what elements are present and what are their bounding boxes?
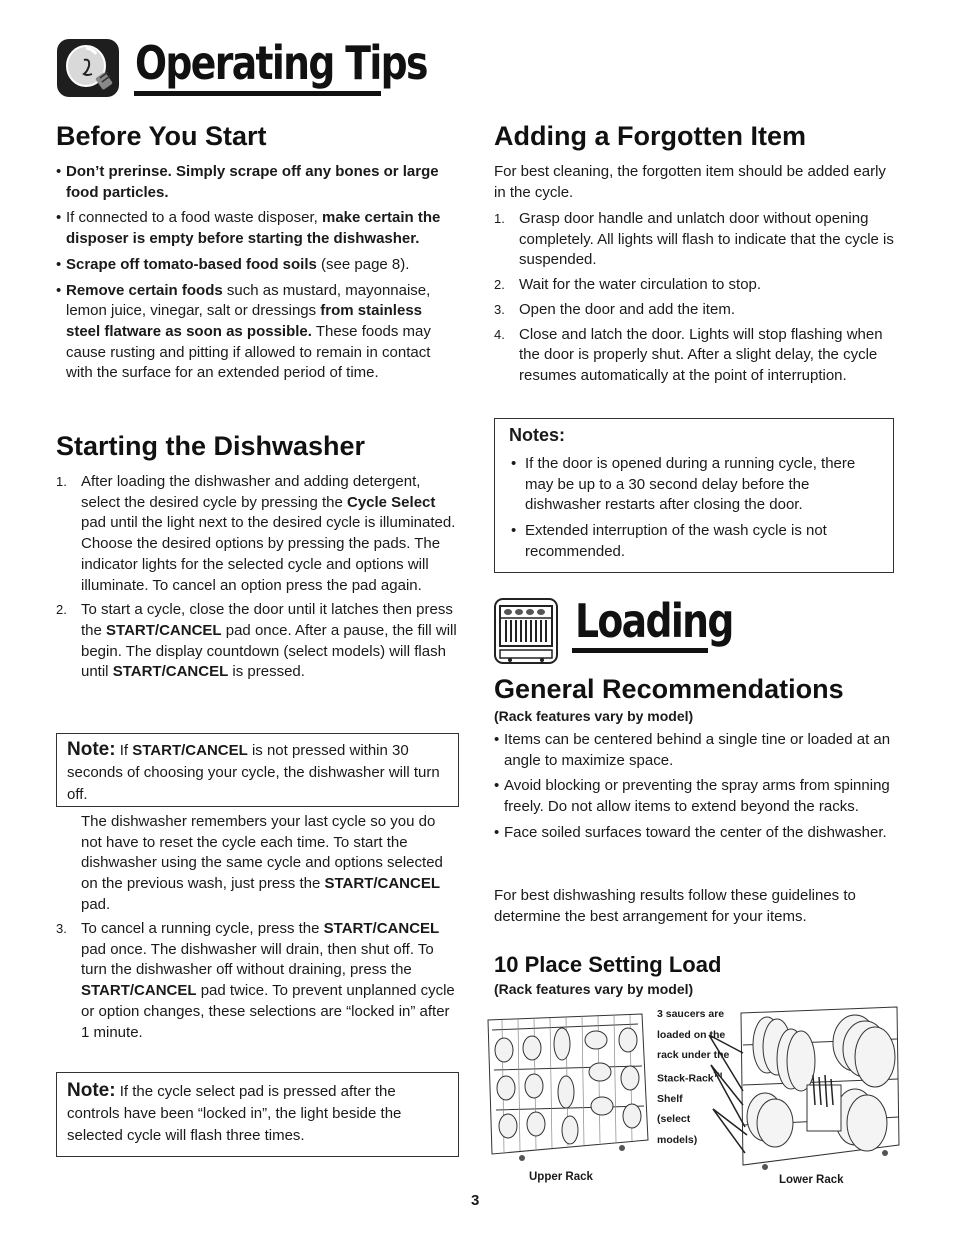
forgotten-steps (494, 209, 894, 391)
lower-rack-caption: Lower Rack (779, 1174, 844, 1186)
before-you-start-list (56, 162, 460, 389)
list-item: • Items can be centered behind a single tine or loaded at an angle to maximize space. (494, 730, 894, 771)
upper-rack-illustration (482, 1010, 654, 1162)
page-title: Operating Tips (135, 36, 427, 90)
note-box-start: Note: If START/CANCEL is not pressed within 30 seconds of choosing your cycle, the dishwasher will turn off. (56, 733, 459, 807)
list-item: • Remove certain foods such as mustard, mayonnaise, lemon juice, vinegar, salt or dressings from stainless steel flatware as soon as possible. These foods may cause rusting and pitting if allowed to remain in contact with the surface for an extended period of time. (56, 281, 460, 385)
list-item: 3. To cancel a running cycle, press the START/CANCEL pad once. The dishwasher will drain, then shut off. To turn the dishwasher off without draining, press the START/CANCEL pad twice. To prevent unplanned cycle or option changes, these selections are “locked in” after 1 minute. (56, 920, 455, 1041)
general-recommendations-heading: General Recommendations (494, 674, 844, 704)
list-item: • Extended interruption of the wash cycle is not recommended. (509, 521, 879, 562)
starting-dishwasher-heading: Starting the Dishwasher (56, 431, 366, 461)
lightbulb-icon (56, 38, 120, 98)
loading-title: Loading (575, 594, 733, 648)
general-closing: For best dishwashing results follow these guidelines to determine the best arrangement for your items. (494, 887, 856, 925)
memory-paragraph: The dishwasher remembers your last cycle so you do not have to reset the cycle each time. To start the dishwasher using the same cycle and options selected on the previous wash, just press the START/CANCEL pad. (81, 813, 443, 913)
rack-note-2: (Rack features vary by model) (494, 981, 694, 997)
list-item: • Scrape off tomato-based food soils (see page 8). (56, 255, 460, 276)
notes-label: Notes: (509, 425, 566, 445)
list-item: • Face soiled surfaces toward the center of the dishwasher. (494, 823, 894, 844)
notes-box (494, 418, 894, 573)
forgotten-item-heading: Adding a Forgotten Item (494, 121, 806, 151)
starting-steps (56, 472, 460, 687)
place-setting-heading: 10 Place Setting Load (494, 952, 722, 977)
list-item: • Avoid blocking or preventing the spray arms from spinning freely. Do not allow items to extend beyond the racks. (494, 776, 894, 817)
list-item: 3. Open the door and add the item. (494, 300, 735, 318)
note-label: Note: (67, 739, 116, 760)
loading-underline (572, 648, 708, 653)
list-item: 1. Grasp door handle and unlatch door without opening completely. All lights will flash to indicate that the cycle is suspended. (494, 210, 894, 269)
note-label: Note: (67, 1080, 116, 1101)
forgotten-intro: For best cleaning, the forgotten item should be added early in the cycle. (494, 163, 886, 201)
rack-note: (Rack features vary by model) (494, 708, 694, 724)
before-you-start-heading: Before You Start (56, 121, 267, 151)
list-item: 2. To start a cycle, close the door until it latches then press the START/CANCEL pad once. After a pause, the fill will begin. The display countdown (select models) will flash until START/CANCEL is pressed. (56, 601, 457, 681)
list-item: • If connected to a food waste disposer, make certain the disposer is empty before starting the dishwasher. (56, 208, 460, 249)
list-item: • Don’t prerinse. Simply scrape off any bones or large food particles. (56, 162, 460, 203)
list-item: 1. After loading the dishwasher and adding detergent, select the desired cycle by pressing the Cycle Select pad until the light next to the desired cycle is illuminated. Choose the desired options by pressing the pads. The indicator lights for the selected cycle and options will illuminate. To cancel an option press the pad again. (56, 473, 456, 594)
list-item: • If the door is opened during a running cycle, there may be up to a 30 second delay before the dishwasher restarts after closing the door. (509, 454, 879, 516)
cancel-step (56, 919, 460, 1047)
saucer-callout: 3 saucers are loaded on the rack under the Stack-Rack™ Shelf (select models) (657, 1008, 730, 1146)
lower-rack-illustration (705, 1005, 901, 1171)
list-item: 2. Wait for the water circulation to stop. (494, 276, 762, 294)
note-box-locked: Note: If the cycle select pad is pressed after the controls have been “locked in”, the light beside the selected cycle will flash three times. (56, 1072, 459, 1157)
general-bullets (494, 730, 894, 849)
title-underline (134, 91, 381, 96)
upper-rack-caption: Upper Rack (529, 1171, 593, 1183)
dish-rack-icon (494, 598, 558, 664)
page-number: 3 (471, 1192, 480, 1209)
list-item: 4. Close and latch the door. Lights will stop flashing when the door is properly shut. After a slight delay, the cycle resumes automatically at the point of interruption. (494, 325, 883, 384)
